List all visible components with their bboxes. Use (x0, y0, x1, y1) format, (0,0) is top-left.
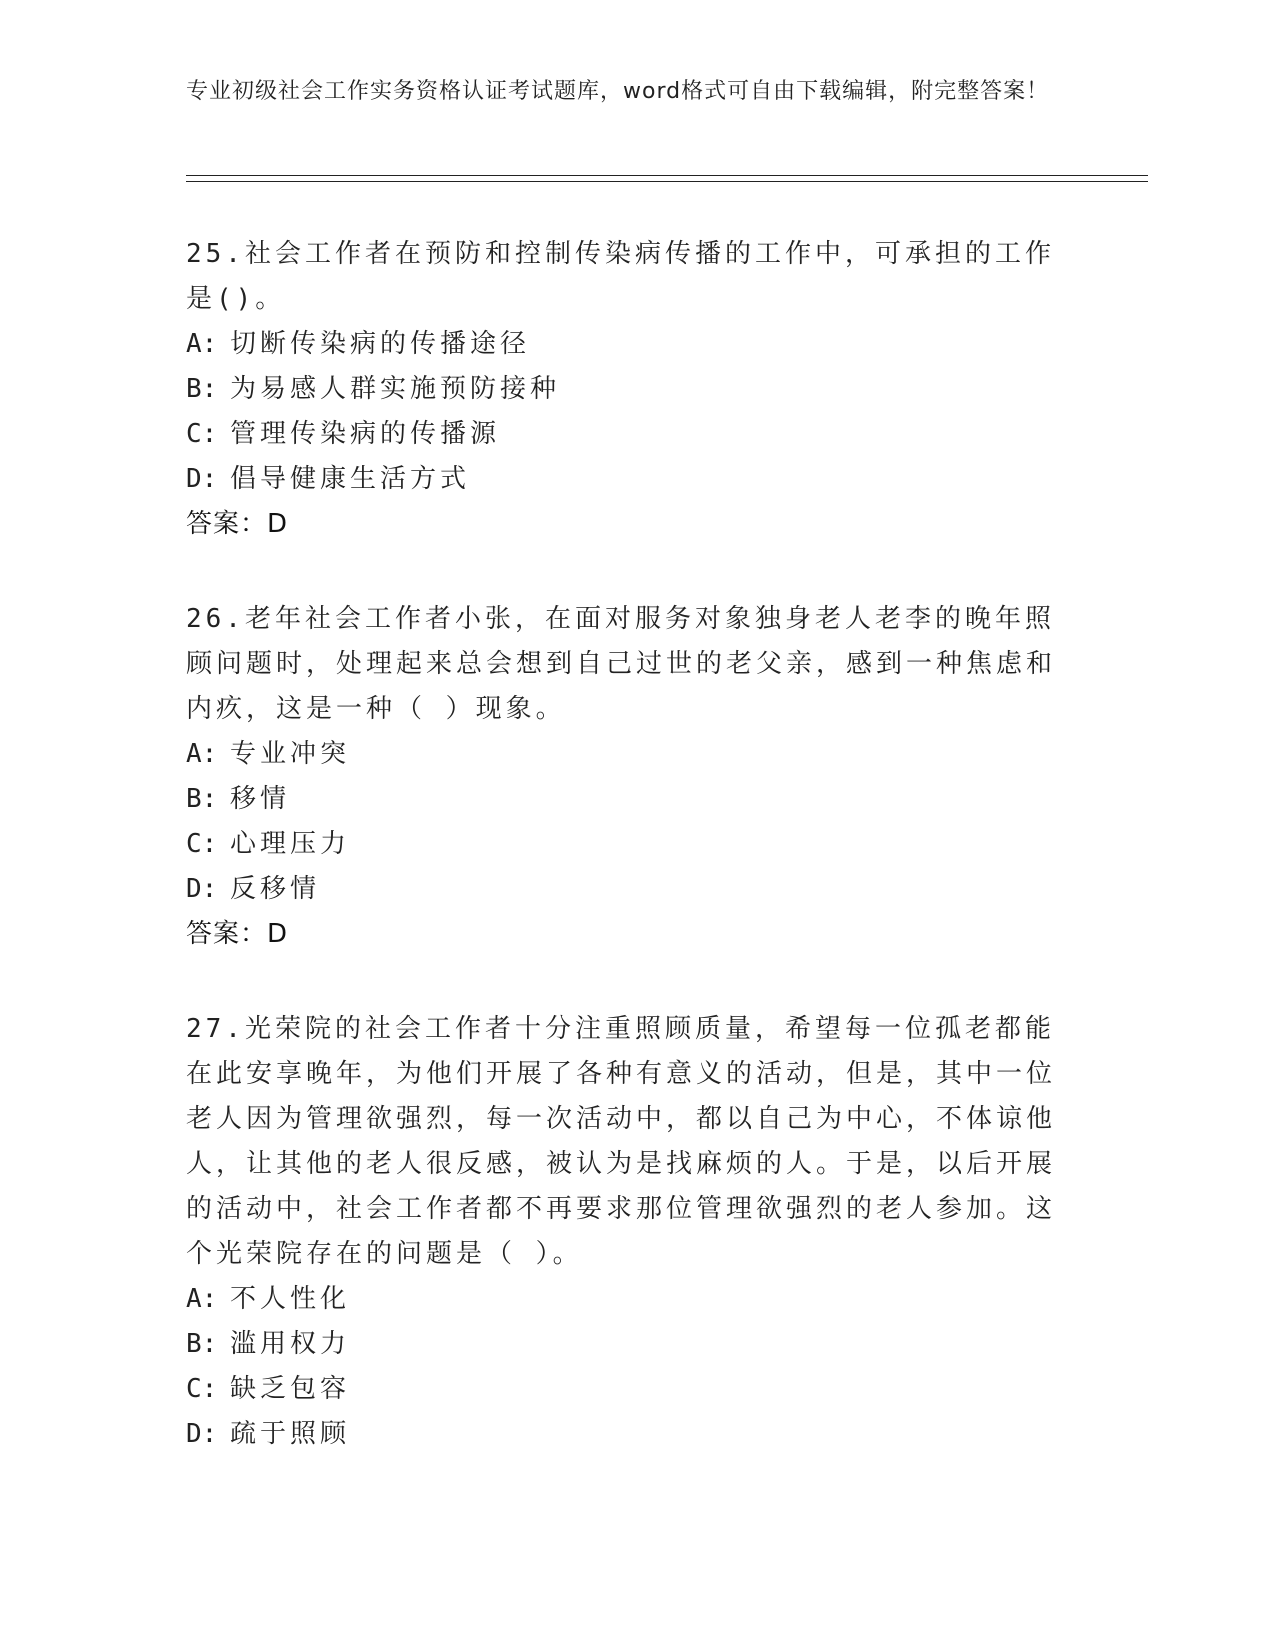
header-double-rule (186, 175, 1148, 182)
option-b (186, 367, 1066, 412)
option-letter: A: (186, 1284, 218, 1314)
option-text: 移情 (230, 784, 291, 814)
option-b (186, 777, 1066, 822)
answer-line: 答案：D (186, 509, 289, 539)
question-stem: 27.光荣院的社会工作者十分注重照顾质量，希望每一位孤老都能在此安享晚年，为他们开展了各种有意义的活动，但是，其中一位老人因为管理欲强烈，每一次活动中，都以自己为中心，不体谅他人，让其他的老人很反感，被认为是找麻烦的人。于是，以后开展的活动中，社会工作者都不再要求那位管理欲强烈的老人参加。这个光荣院存在的问题是（ ）。 (186, 1014, 1057, 1269)
answer-line: 答案：D (186, 919, 289, 949)
option-text: 专业冲突 (230, 739, 351, 769)
option-letter: C: (186, 1374, 218, 1404)
option-d (186, 867, 1066, 912)
option-letter: D: (186, 464, 218, 494)
option-c (186, 1367, 1066, 1412)
question-26 (186, 597, 1066, 957)
option-d (186, 1412, 1066, 1457)
option-letter: C: (186, 419, 218, 449)
option-a (186, 732, 1066, 777)
option-text: 心理压力 (230, 829, 351, 859)
option-letter: B: (186, 1329, 218, 1359)
question-stem: 26.老年社会工作者小张，在面对服务对象独身老人老李的晚年照顾问题时，处理起来总会想到自己过世的老父亲，感到一种焦虑和内疚，这是一种（ ）现象。 (186, 604, 1057, 724)
option-text: 切断传染病的传播途径 (230, 329, 531, 359)
option-text: 滥用权力 (230, 1329, 351, 1359)
option-text: 反移情 (230, 874, 321, 904)
option-text: 为易感人群实施预防接种 (230, 374, 561, 404)
header-title: 专业初级社会工作实务资格认证考试题库，word格式可自由下载编辑，附完整答案！ (186, 79, 1050, 104)
option-text: 缺乏包容 (230, 1374, 351, 1404)
question-27 (186, 1007, 1066, 1457)
option-d (186, 457, 1066, 502)
option-c (186, 412, 1066, 457)
question-25 (186, 232, 1066, 547)
option-letter: A: (186, 329, 218, 359)
option-letter: D: (186, 1419, 218, 1449)
option-letter: B: (186, 784, 218, 814)
option-letter: D: (186, 874, 218, 904)
question-stem: 25.社会工作者在预防和控制传染病传播的工作中，可承担的工作是()。 (186, 239, 1055, 314)
option-letter: B: (186, 374, 218, 404)
option-c (186, 822, 1066, 867)
option-letter: A: (186, 739, 218, 769)
option-text: 疏于照顾 (230, 1419, 351, 1449)
option-letter: C: (186, 829, 218, 859)
option-text: 不人性化 (230, 1284, 351, 1314)
option-a (186, 1277, 1066, 1322)
option-b (186, 1322, 1066, 1367)
option-text: 管理传染病的传播源 (230, 419, 501, 449)
option-a (186, 322, 1066, 367)
option-text: 倡导健康生活方式 (230, 464, 471, 494)
